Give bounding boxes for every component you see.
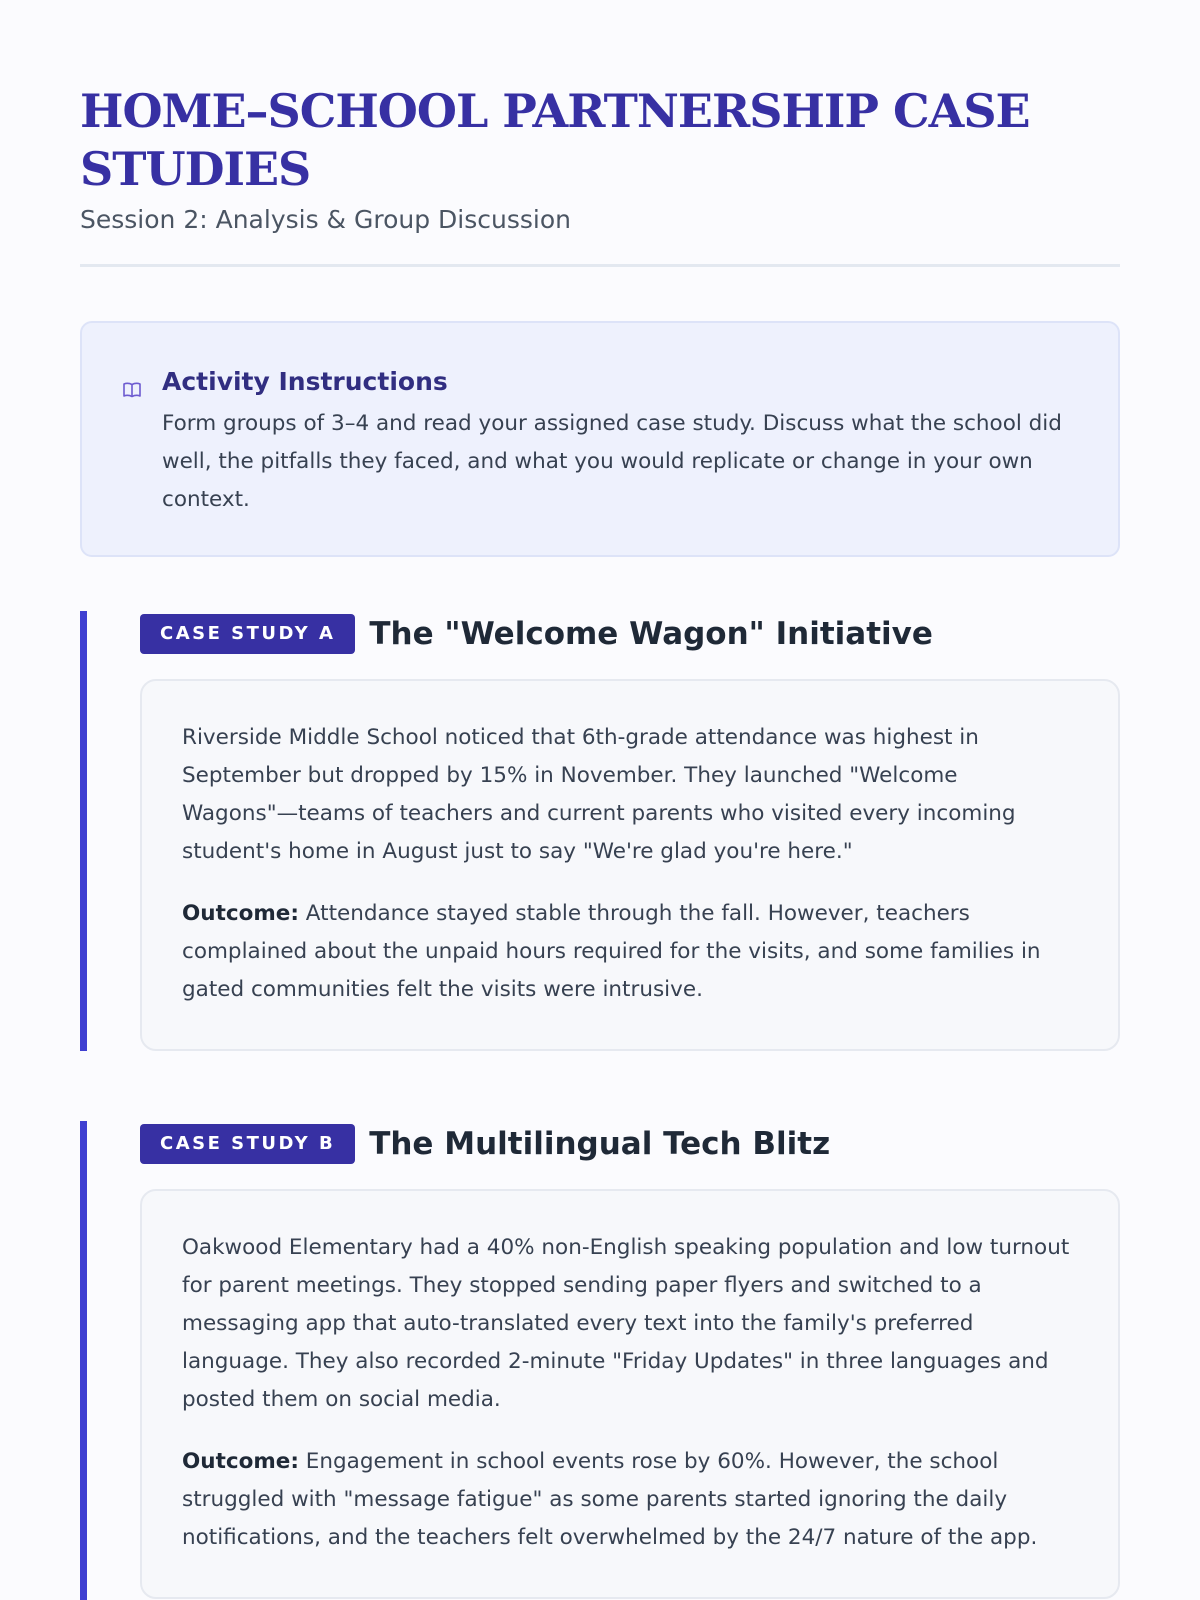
case-study-badge: CASE STUDY A	[140, 614, 355, 654]
case-study-badge: CASE STUDY B	[140, 1124, 355, 1164]
case-study-outcome	[182, 1443, 1078, 1557]
page-title: HOME–SCHOOL PARTNERSHIP CASE STUDIES	[80, 84, 1030, 196]
case-study-description: Oakwood Elementary had a 40% non-English speaking population and low turnout for parent meetings. They stopped sending paper flyers and switched to a messaging app that auto-translated every text into the family's preferred language. They also recorded 2-minute "Friday Updates" in three languages and posted them on social media.	[182, 1235, 1070, 1412]
case-study-card	[140, 1189, 1120, 1599]
header-divider	[80, 264, 1120, 267]
instructions-title: Activity Instructions	[162, 367, 448, 396]
case-study-header	[140, 1121, 1120, 1167]
outcome-label: Outcome:	[182, 901, 299, 926]
case-study-a	[80, 611, 1120, 1051]
case-study-card	[140, 679, 1120, 1051]
instructions-text: Form groups of 3–4 and read your assigned case study. Discuss what the school did well, the pitfalls they faced, and what you would replicate or change in your own context.	[162, 411, 1062, 512]
outcome-text: Attendance stayed stable through the fall. However, teachers complained about the unpaid hours required for the visits, and some families in gated communities felt the visits were intrusive.	[182, 901, 1041, 1002]
case-study-description: Riverside Middle School noticed that 6th-grade attendance was highest in September but dropped by 15% in November. They launched "Welcome Wagons"—teams of teachers and current parents who visited every incoming student's home in August just to say "We're glad you're here."	[182, 725, 1016, 864]
page-subtitle: Session 2: Analysis & Group Discussion	[80, 205, 572, 234]
outcome-label: Outcome:	[182, 1449, 299, 1474]
case-study-outcome	[182, 895, 1078, 1009]
case-study-title: The "Welcome Wagon" Initiative	[369, 616, 933, 652]
book-icon	[122, 381, 142, 399]
case-study-b	[80, 1121, 1120, 1600]
activity-instructions-box	[80, 321, 1120, 557]
outcome-text: Engagement in school events rose by 60%. However, the school struggled with "message fatigue" as some parents started ignoring the daily notifications, and the teachers felt overwhelmed by the 24/7 nature of the app.	[182, 1449, 1038, 1550]
case-study-header	[140, 611, 1120, 657]
case-study-title: The Multilingual Tech Blitz	[369, 1126, 831, 1162]
